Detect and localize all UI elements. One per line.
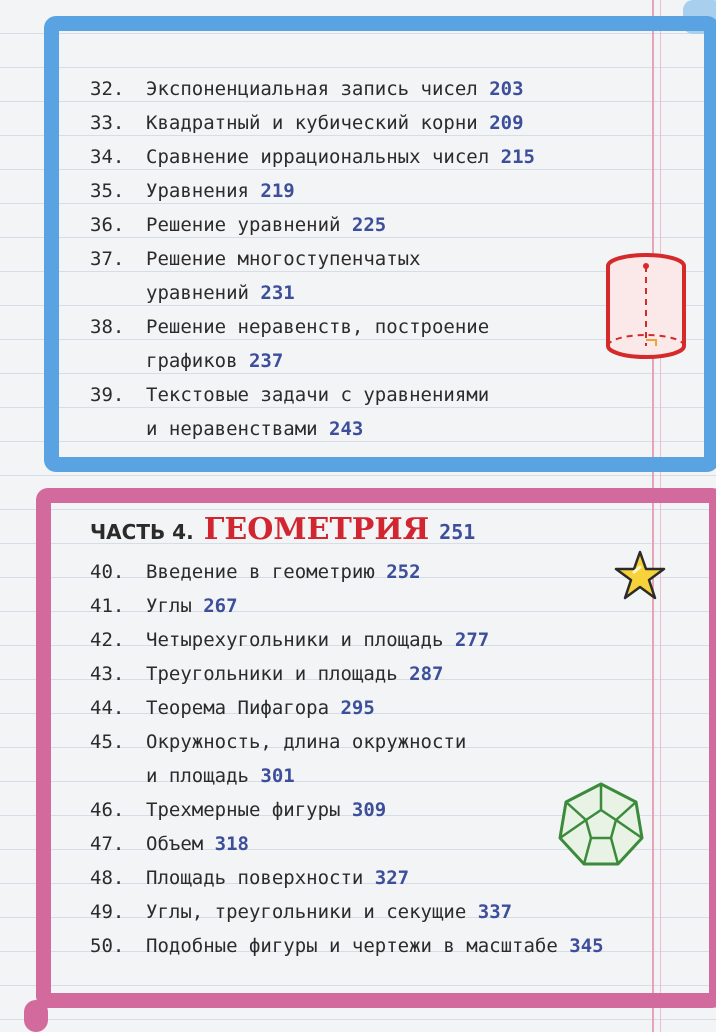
part3-toc bbox=[90, 72, 535, 446]
toc-entry[interactable] bbox=[90, 310, 535, 378]
part4-heading bbox=[90, 512, 475, 547]
entry-page: 225 bbox=[351, 214, 387, 236]
entry-title: Экспоненциальная запись чисел bbox=[146, 78, 478, 100]
part-page: 251 bbox=[439, 520, 476, 544]
entry-number: 38. bbox=[90, 316, 125, 338]
entry-page: 345 bbox=[569, 935, 604, 957]
entry-title: Треугольники и площадь bbox=[146, 663, 398, 685]
entry-page: 309 bbox=[351, 799, 387, 821]
entry-page: 295 bbox=[340, 697, 375, 719]
entry-title: Введение в геометрию bbox=[146, 561, 375, 583]
entry-number: 45. bbox=[90, 731, 125, 753]
entry-title: Углы bbox=[146, 595, 192, 617]
entry-title-line2: уравнений bbox=[146, 282, 249, 304]
entry-number: 41. bbox=[90, 595, 125, 617]
part-label: ЧАСТЬ 4. bbox=[90, 520, 194, 544]
entry-number: 44. bbox=[90, 697, 125, 719]
toc-entry[interactable] bbox=[90, 691, 604, 725]
toc-entry[interactable] bbox=[90, 861, 604, 895]
entry-title-line1: Решение многоступенчатых bbox=[146, 248, 421, 270]
toc-entry[interactable] bbox=[90, 793, 604, 827]
entry-title-line1: Окружность, длина окружности bbox=[146, 731, 467, 753]
entry-number: 46. bbox=[90, 799, 125, 821]
toc-entry[interactable] bbox=[90, 378, 535, 446]
entry-title: Теорема Пифагора bbox=[146, 697, 330, 719]
star-icon bbox=[612, 548, 668, 604]
entry-number: 40. bbox=[90, 561, 125, 583]
entry-number: 37. bbox=[90, 248, 125, 270]
entry-title: Подобные фигуры и чертежи в масштабе bbox=[146, 935, 558, 957]
toc-entry[interactable] bbox=[90, 589, 604, 623]
entry-number: 33. bbox=[90, 112, 125, 134]
entry-title-line1: Решение неравенств, построение bbox=[146, 316, 490, 338]
toc-entry[interactable] bbox=[90, 242, 535, 310]
dodecahedron-icon bbox=[556, 780, 646, 870]
part4-frame-knob bbox=[24, 1000, 48, 1032]
entry-page: 219 bbox=[260, 180, 295, 202]
entry-title: Уравнения bbox=[146, 180, 249, 202]
entry-title: Четырехугольники и площадь bbox=[146, 629, 444, 651]
entry-number: 49. bbox=[90, 901, 125, 923]
toc-entry[interactable] bbox=[90, 827, 604, 861]
entry-title-line1: Текстовые задачи с уравнениями bbox=[146, 384, 490, 406]
entry-title: Трехмерные фигуры bbox=[146, 799, 341, 821]
entry-number: 34. bbox=[90, 146, 125, 168]
entry-title: Сравнение иррациональных чисел bbox=[146, 146, 490, 168]
entry-page: 209 bbox=[489, 112, 524, 134]
toc-entry[interactable] bbox=[90, 929, 604, 963]
entry-number: 36. bbox=[90, 214, 125, 236]
entry-page: 215 bbox=[500, 146, 535, 168]
toc-entry[interactable] bbox=[90, 657, 604, 691]
entry-page: 237 bbox=[248, 350, 284, 372]
entry-title: Решение уравнений bbox=[146, 214, 341, 236]
entry-number: 48. bbox=[90, 867, 125, 889]
toc-entry[interactable] bbox=[90, 208, 535, 242]
entry-number: 35. bbox=[90, 180, 125, 202]
entry-page: 287 bbox=[409, 663, 444, 685]
entry-title-line2: графиков bbox=[146, 350, 238, 372]
entry-number: 43. bbox=[90, 663, 125, 685]
entry-number: 39. bbox=[90, 384, 125, 406]
entry-page: 327 bbox=[374, 867, 410, 889]
entry-page: 301 bbox=[260, 765, 295, 787]
entry-title: Площадь поверхности bbox=[146, 867, 364, 889]
entry-page: 337 bbox=[477, 901, 513, 923]
toc-entry[interactable] bbox=[90, 106, 535, 140]
entry-title-line2: и площадь bbox=[146, 765, 249, 787]
entry-page: 267 bbox=[203, 595, 238, 617]
entry-number: 32. bbox=[90, 78, 125, 100]
toc-entry[interactable] bbox=[90, 72, 535, 106]
part-title: ГЕОМЕТРИЯ bbox=[203, 512, 430, 547]
toc-entry[interactable] bbox=[90, 174, 535, 208]
cylinder-icon bbox=[600, 250, 696, 368]
toc-entry[interactable] bbox=[90, 555, 604, 589]
entry-number: 50. bbox=[90, 935, 125, 957]
entry-number: 47. bbox=[90, 833, 125, 855]
entry-number: 42. bbox=[90, 629, 125, 651]
toc-entry[interactable] bbox=[90, 895, 604, 929]
entry-page: 318 bbox=[214, 833, 249, 855]
entry-page: 243 bbox=[329, 418, 364, 440]
part4-toc bbox=[90, 555, 604, 963]
entry-title: Объем bbox=[146, 833, 204, 855]
entry-title-line2: и неравенствами bbox=[146, 418, 318, 440]
entry-page: 231 bbox=[260, 282, 295, 304]
entry-page: 277 bbox=[454, 629, 490, 651]
entry-title: Углы, треугольники и секущие bbox=[146, 901, 467, 923]
toc-entry[interactable] bbox=[90, 140, 535, 174]
entry-page: 252 bbox=[386, 561, 421, 583]
toc-entry[interactable] bbox=[90, 725, 604, 793]
toc-entry[interactable] bbox=[90, 623, 604, 657]
entry-page: 203 bbox=[489, 78, 524, 100]
entry-title: Квадратный и кубический корни bbox=[146, 112, 478, 134]
